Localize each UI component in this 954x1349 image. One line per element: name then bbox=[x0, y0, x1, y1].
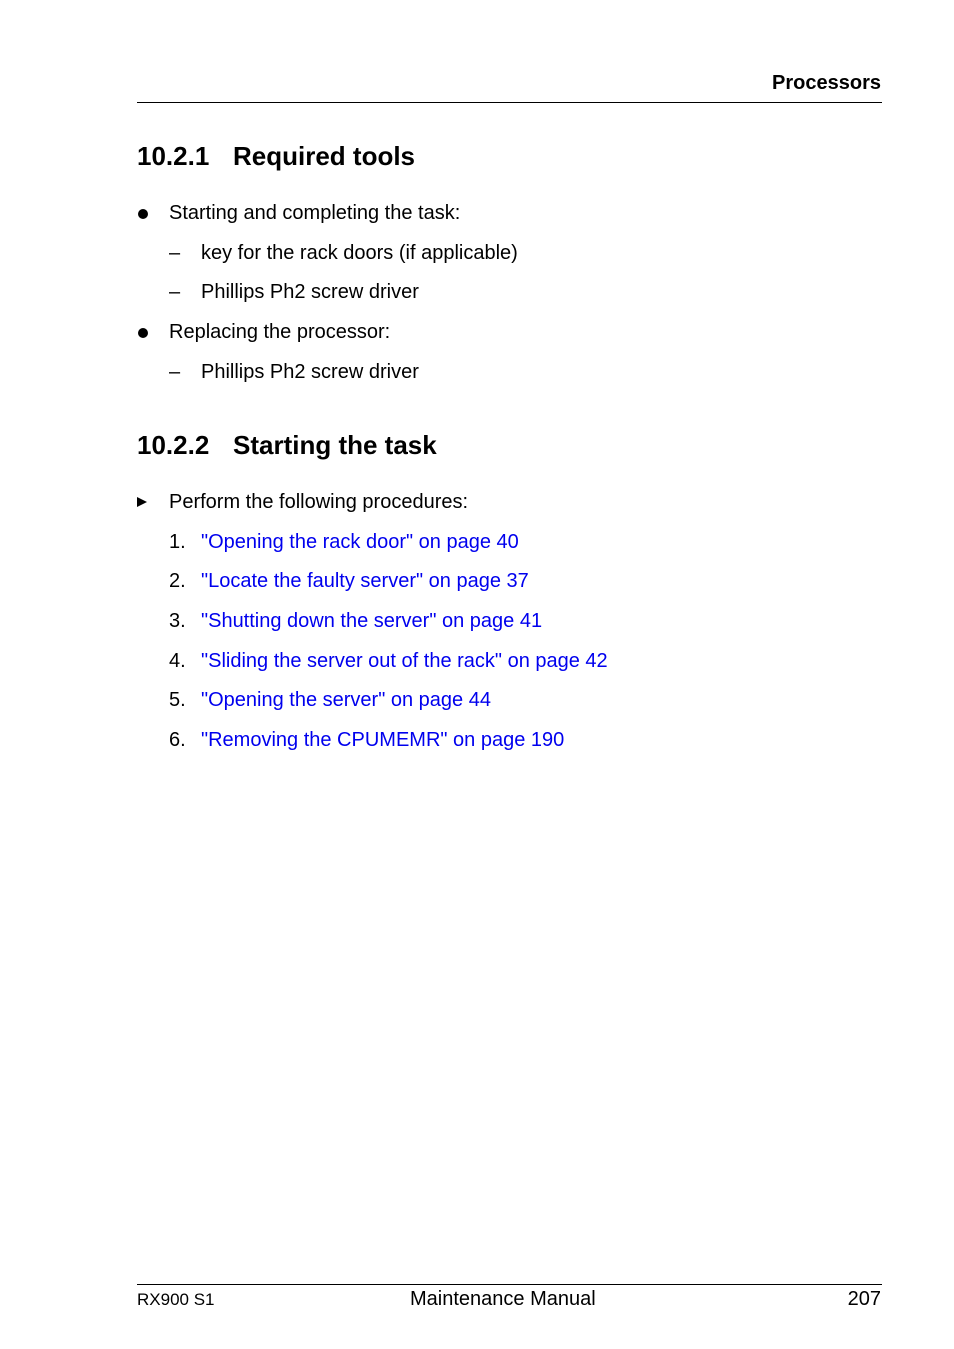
procedure-number: 4. bbox=[169, 650, 186, 672]
procedure-link-shutting-down-server[interactable]: "Shutting down the server" on page 41 bbox=[201, 610, 543, 632]
section-title: Required tools bbox=[233, 141, 416, 171]
bullet-icon bbox=[138, 328, 148, 338]
procedure-link-removing-cpumemr[interactable]: "Removing the CPUMEMR" on page 190 bbox=[201, 729, 565, 751]
list-item: Replacing the processor: bbox=[169, 321, 391, 343]
footer-model: RX900 S1 bbox=[137, 1290, 215, 1309]
section-heading-required-tools bbox=[137, 141, 415, 172]
procedure-link-opening-rack-door[interactable]: "Opening the rack door" on page 40 bbox=[201, 531, 519, 553]
bullet-icon bbox=[138, 209, 148, 219]
procedure-link-opening-server[interactable]: "Opening the server" on page 44 bbox=[201, 689, 491, 711]
section-heading-starting-the-task bbox=[137, 430, 437, 461]
running-header-title: Processors bbox=[772, 72, 881, 94]
step-instruction: Perform the following procedures: bbox=[169, 491, 469, 513]
dash-icon: – bbox=[169, 361, 181, 383]
procedure-link-locate-faulty-server[interactable]: "Locate the faulty server" on page 37 bbox=[201, 570, 529, 592]
dash-icon: – bbox=[169, 281, 181, 303]
footer-page-number: 207 bbox=[847, 1288, 881, 1310]
procedure-number: 1. bbox=[169, 531, 186, 553]
sub-list-item: Phillips Ph2 screw driver bbox=[201, 361, 419, 383]
footer-rule bbox=[137, 1284, 882, 1285]
list-item: Starting and completing the task: bbox=[169, 202, 461, 224]
section-number: 10.2.1 bbox=[137, 141, 210, 171]
section-title: Starting the task bbox=[233, 430, 437, 460]
procedure-number: 5. bbox=[169, 689, 186, 711]
procedure-number: 6. bbox=[169, 729, 186, 751]
sub-list-item: key for the rack doors (if applicable) bbox=[201, 242, 518, 264]
step-arrow-icon bbox=[137, 497, 147, 507]
header-rule bbox=[137, 102, 882, 103]
sub-list-item: Phillips Ph2 screw driver bbox=[201, 281, 419, 303]
procedure-number: 3. bbox=[169, 610, 186, 632]
section-number: 10.2.2 bbox=[137, 430, 210, 460]
procedure-link-sliding-server-out[interactable]: "Sliding the server out of the rack" on page 42 bbox=[201, 650, 608, 672]
procedure-number: 2. bbox=[169, 570, 186, 592]
dash-icon: – bbox=[169, 242, 181, 264]
footer-manual-title: Maintenance Manual bbox=[410, 1288, 596, 1310]
